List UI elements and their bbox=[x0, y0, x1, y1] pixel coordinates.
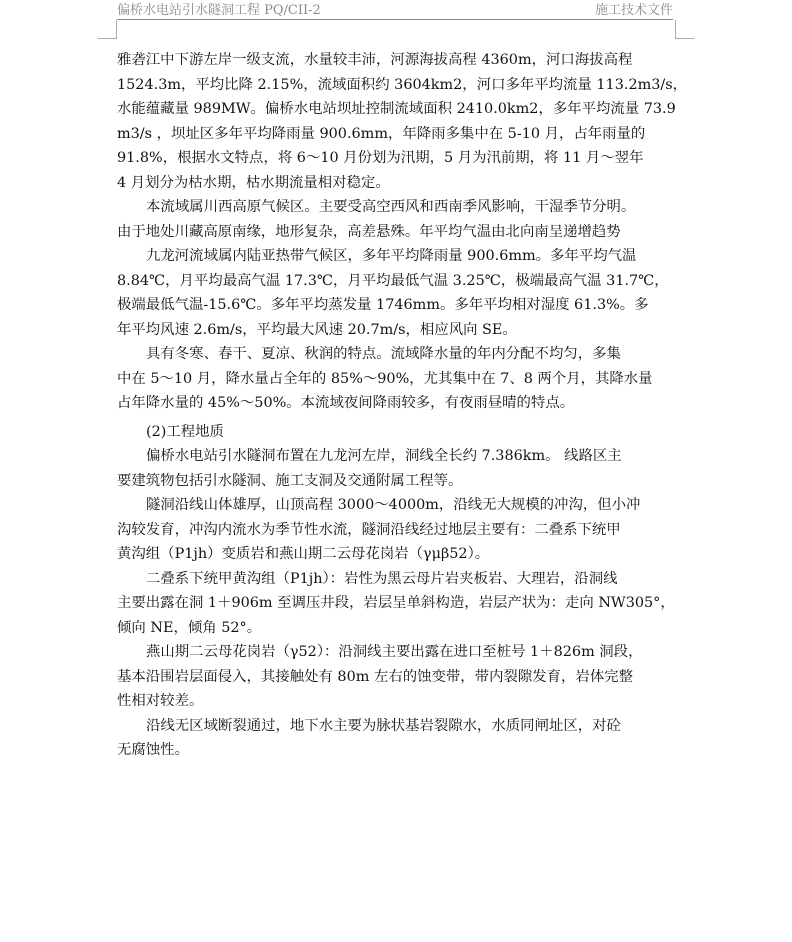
text-line: 沿线无区域断裂通过，地下水主要为脉状基岩裂隙水，水质同闸址区，对砼 bbox=[146, 717, 621, 734]
text-line: 雅砻江中下游左岸一级支流，水量较丰沛，河源海拔高程 4360m，河口海拔高程 bbox=[117, 52, 633, 68]
text-line: 性相对较差。 bbox=[117, 693, 204, 709]
text-line: 九龙河流域属内陆亚热带气候区，多年平均降雨量 900.6mm。多年平均气温 bbox=[146, 248, 637, 264]
margin-corner-mark-right bbox=[675, 20, 694, 39]
text-line: 4 月划分为枯水期，枯水期流量相对稳定。 bbox=[117, 174, 390, 191]
paragraph bbox=[117, 444, 677, 493]
text-line: 91.8%，根据水文特点，将 6～10 月份划为汛期，5 月为汛前期，将 11 月～翌年 bbox=[117, 150, 644, 166]
paragraph bbox=[117, 714, 677, 763]
paragraph bbox=[117, 48, 688, 195]
paragraph bbox=[117, 640, 677, 714]
text-line: 偏桥水电站引水隧洞布置在九龙河左岸，洞线全长约 7.386km。 线路区主 bbox=[146, 448, 622, 464]
paragraph bbox=[117, 493, 677, 567]
header-document-type: 施工技术文件 bbox=[594, 3, 673, 18]
paragraph bbox=[117, 342, 677, 416]
text-line: 基本沿围岩层面侵入，其接触处有 80m 左右的蚀变带，带内裂隙发育，岩体完整 bbox=[117, 668, 633, 685]
document-body bbox=[117, 48, 688, 763]
text-line: 主要出露在洞 1＋906m 至调压井段，岩层呈单斜构造，岩层产状为：走向 NW305°， bbox=[117, 595, 675, 611]
paragraph bbox=[117, 244, 677, 342]
paragraph bbox=[117, 567, 677, 641]
text-line: 本流域属川西高原气候区。主要受高空西风和西南季风影响，干湿季节分明。 bbox=[146, 199, 636, 215]
header-document-title: 偏桥水电站引水隧洞工程 PQ/CII-2 bbox=[117, 3, 321, 18]
text-line: m3/s ，坝址区多年平均降雨量 900.6mm，年降雨多集中在 5-10 月，占年雨量的 bbox=[117, 125, 646, 142]
text-line: 无腐蚀性。 bbox=[117, 742, 189, 758]
text-line: 倾向 NE，倾角 52°。 bbox=[117, 619, 262, 636]
text-line: 燕山期二云母花岗岩（γ52）：沿洞线主要出露在进口至桩号 1＋826m 洞段， bbox=[146, 644, 643, 660]
text-line: 由于地处川藏高原南缘，地形复杂，高差悬殊。年平均气温由北向南呈递增趋势 bbox=[117, 223, 621, 240]
page-header bbox=[117, 0, 673, 20]
text-line: 要建筑物包括引水隧洞、施工支洞及交通附属工程等。 bbox=[117, 472, 463, 489]
margin-corner-mark-left bbox=[98, 20, 117, 39]
paragraph bbox=[117, 195, 677, 244]
text-line: 隧洞沿线山体雄厚，山顶高程 3000～4000m，沿线无大规模的冲沟，但小冲 bbox=[146, 497, 641, 513]
text-line: 具有冬寒、春干、夏凉、秋润的特点。流域降水量的年内分配不均匀，多集 bbox=[146, 346, 621, 362]
text-line: 黄沟组（P1jh）变质岩和燕山期二云母花岗岩（γμβ52）。 bbox=[117, 546, 490, 562]
text-line: 二叠系下统甲黄沟组（P1jh）：岩性为黑云母片岩夹板岩、大理岩，沿洞线 bbox=[146, 570, 618, 587]
text-line: (2)工程地质 bbox=[146, 423, 224, 440]
paragraph bbox=[117, 420, 677, 445]
text-line: 水能蕴藏量 989MW。偏桥水电站坝址控制流域面积 2410.0km2，多年平均流量 73.9 bbox=[117, 101, 676, 117]
text-line: 占年降水量的 45%～50%。本流域夜间降雨较多，有夜雨昼晴的特点。 bbox=[117, 395, 575, 411]
text-line: 1524.3m，平均比降 2.15%，流域面积约 3604km2，河口多年平均流量 113.2m3/s， bbox=[117, 76, 688, 93]
text-line: 沟较发育，冲沟内流水为季节性水流，隧洞沿线经过地层主要有：二叠系下统甲 bbox=[117, 521, 621, 538]
text-line: 中在 5～10 月，降水量占全年的 85%～90%，尤其集中在 7、8 两个月，其降水量 bbox=[117, 370, 653, 387]
text-line: 8.84℃，月平均最高气温 17.3℃，月平均最低气温 3.25℃，极端最高气温 31.7℃， bbox=[117, 272, 669, 289]
text-line: 极端最低气温-15.6℃。多年平均蒸发量 1746mm。多年平均相对湿度 61.3%。多 bbox=[117, 297, 649, 313]
text-line: 年平均风速 2.6m/s，平均最大风速 20.7m/s，相应风向 SE。 bbox=[117, 321, 517, 338]
